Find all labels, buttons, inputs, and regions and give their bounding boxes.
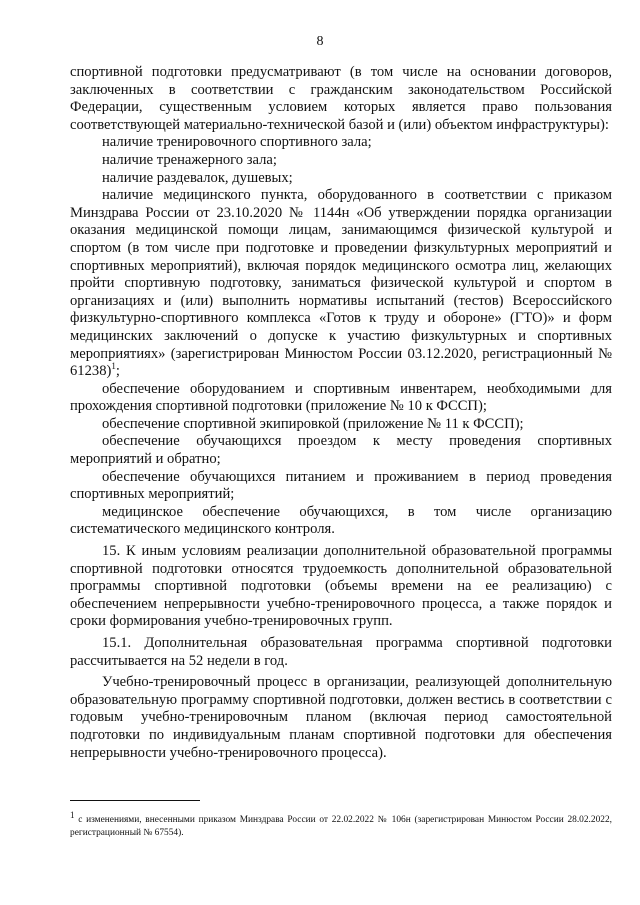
medical-point-text: наличие медицинского пункта, оборудованного в соответствии с приказом Минздрава России от 23.10.2020 № 1144н «Об утверждении порядка организации оказания медицинской помощи лицам, занимающимся физической культурой и спортом (в том числе при подготовке и проведении физкультурных мероприятий и спортивных мероприятий), включая порядок медицинского осмотра лиц, желающих пройти спортивную подготовку, заниматься физической культурой и спортом в организациях и (или) выполнить нормативы испытаний (тестов) Всероссийского физкультурно-спортивного комплекса «Готов к труду и обороне» (ГТО)» и форм медицинских заключений о допуске к участию физкультурных и спортивных мероприятиях» (зарегистрирован Минюстом России 03.12.2020, регистрационный № 61238) [70,187,612,380]
list-item-gym: наличие тренажерного зала; [102,151,277,168]
list-item-travel: обеспечение обучающихся проездом к месту проведения спортивных мероприятий и обратно; [70,433,612,468]
paragraph-training-process: Учебно-тренировочный процесс в организации, реализующей дополнительную образовательную программу спортивной подготовки, должен вестись в соответствии с годовым учебно-тренировочным планом (включая период самостоятельной подготовки по индивидуальным планам спортивной подготовки для обеспечения непрерывности учебно-тренировочного процесса). [70,674,612,761]
list-item-medical-support: медицинское обеспечение обучающихся, в том числе организацию систематического медицинского контроля. [70,503,612,538]
list-item-food-lodging: обеспечение обучающихся питанием и проживанием в период проведения спортивных мероприятий; [70,468,612,503]
list-item-sports-gear: обеспечение спортивной экипировкой (приложение № 11 к ФССП); [102,415,524,432]
medical-point-tail: ; [115,363,120,380]
list-item-training-hall: наличие тренировочного спортивного зала; [102,134,372,151]
footnote-marker: 1 [70,809,75,820]
paragraph-section-15-1: 15.1. Дополнительная образовательная программа спортивной подготовки рассчитывается на 52 недели в год. [70,635,612,669]
list-item-equipment: обеспечение оборудованием и спортивным инвентарем, необходимыми для прохождения спортивной подготовки (приложение № 10 к ФССП); [70,380,612,415]
paragraph-intro: спортивной подготовки предусматривают (в том числе на основании договоров, заключенных в соответствии с гражданским законодательством Российской Федерации, существенным условием которых является право пользования соответствующей материально-технической базой и (или) объектом инфраструктуры): [70,64,612,133]
footnote-text: с изменениями, внесенными приказом Минздрава России от 22.02.2022 № 106н (зарегистрирован Минюстом России 28.02.2022, регистрационный № 67554). [70,815,612,838]
footnote [70,809,612,840]
footnote-divider [70,800,200,801]
document-body [70,64,612,762]
list-item-changing-rooms: наличие раздевалок, душевых; [102,169,293,186]
page-number: 8 [316,34,324,49]
paragraph-section-15: 15. К иным условиям реализации дополнительной образовательной программы спортивной подготовки относятся трудоемкость дополнительной образовательной программы спортивной подготовки (объемы времени на ее реализацию) с обеспечением непрерывности учебно-тренировочного процесса, а также порядок и сроки формирования учебно-тренировочных групп. [70,543,612,630]
list-item-medical-point [70,187,612,381]
footnote-reference: 1 [111,361,116,372]
